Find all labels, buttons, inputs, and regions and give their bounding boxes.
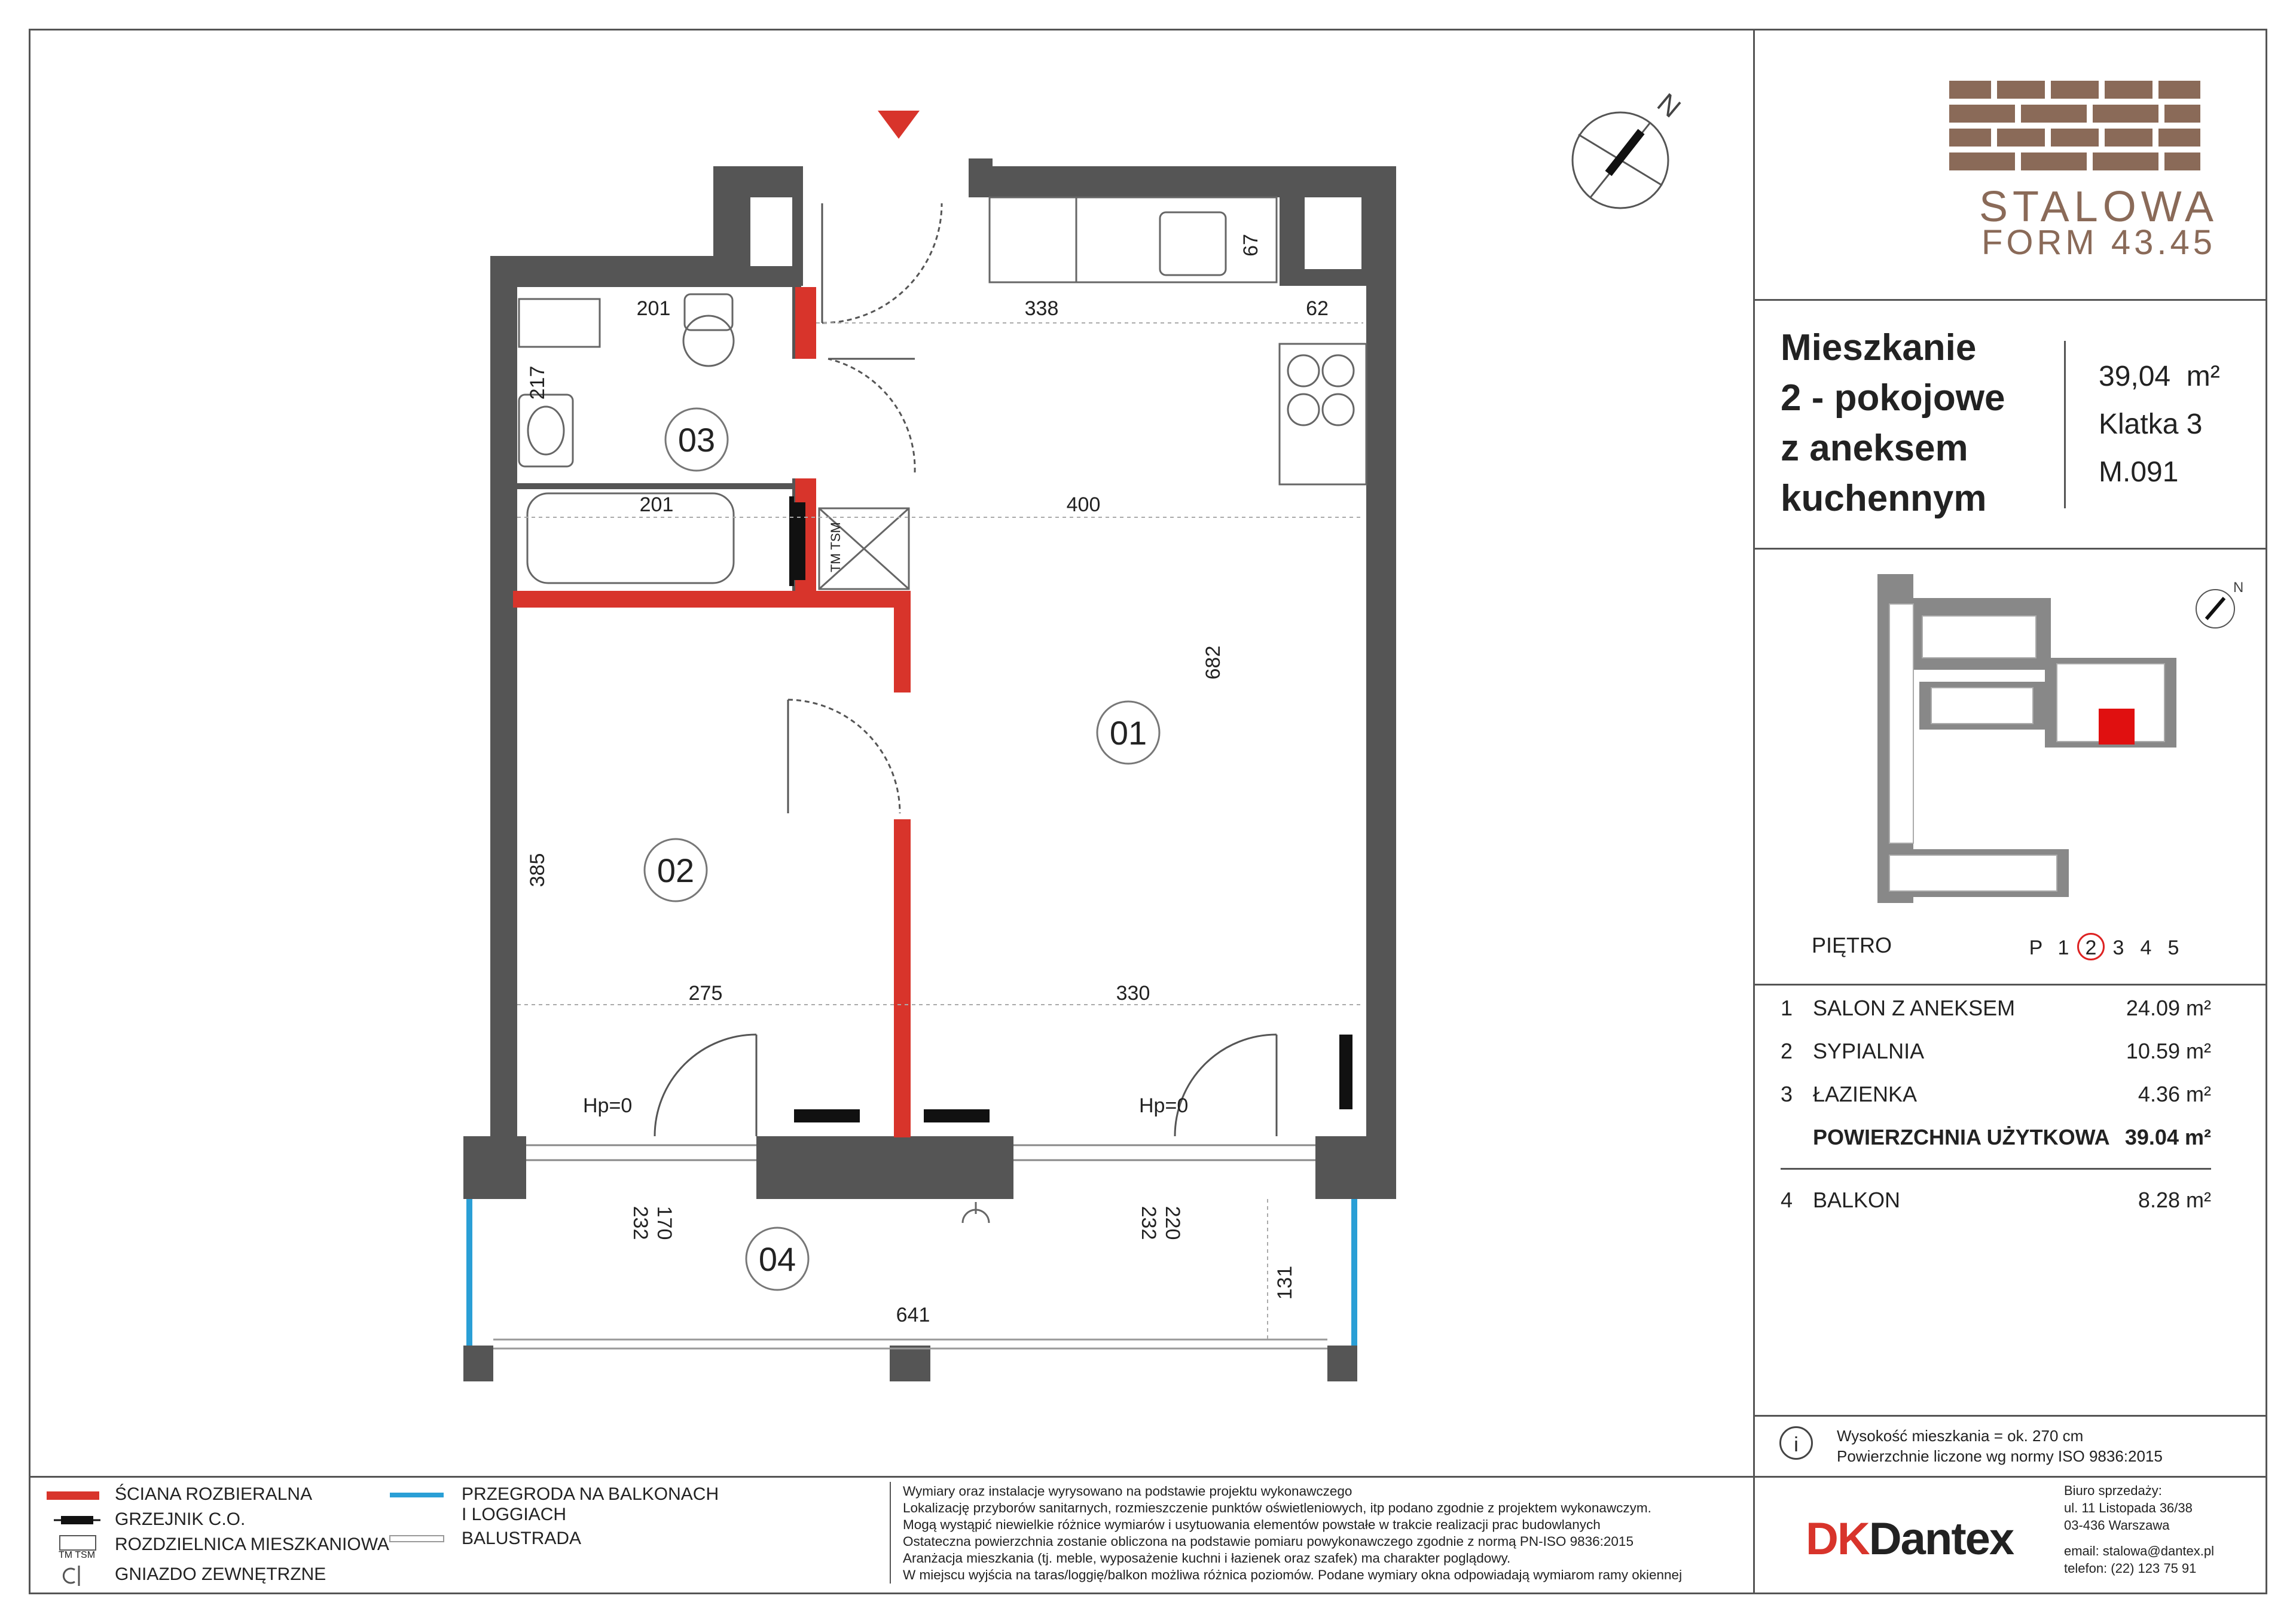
disclaimer: Wymiary oraz instalacje wyrysowano na podstawie projektu wykonawczego Lokalizację przyborów sanitarnych, rozmieszczenie punktów oświetleniowych, itp podano zgodnie z projektem wykonawczym. Mogą wystąpić niewielkie różnice wymiarów i usytuowania elementów powstałe w trakcie realizacji prac budowlanych Ostateczna powierzchnia zostanie obliczona na podstawie pomiaru powykonawczego zgodnie z normą PN-ISO 9836:2015 Aranżacja mieszkania (tj. meble, wyposażenie kuchni i łazienek oraz szafek) ma charakter poglądowy. W miejscu wyjścia na taras/loggię/balkon możliwa różnica poziomów. Podane wymiary okna odpowiadają wymiarom ramy okiennej: [903, 1484, 1683, 1582]
dim-label: 400: [1066, 493, 1101, 516]
floor-level: 1: [2057, 936, 2069, 959]
seller-contact: Biuro sprzedaży: ul. 11 Listopada 36/38 03-436 Warszawa email: stalowa@dantex.pl telefon: (22) 123 75 91: [2064, 1483, 2215, 1576]
dim-label: 67: [1239, 234, 1262, 257]
legend-socket-icon: [63, 1566, 79, 1586]
dim-label: 641: [896, 1304, 930, 1326]
legend-partition-icon: [390, 1493, 444, 1497]
divider: [1755, 984, 2267, 986]
legend-distribution-box-icon: [60, 1536, 96, 1550]
legend-balustrade: BALUSTRADA: [462, 1529, 582, 1548]
north-compass-icon: [1573, 87, 1687, 208]
dim-label: 232: [1137, 1206, 1160, 1240]
floor-selector: [2022, 933, 2187, 960]
brand-logo-icon: [1949, 81, 2200, 170]
floor-level: 5: [2167, 936, 2179, 959]
dim-label: 220: [1161, 1206, 1184, 1240]
dim-label: 62: [1306, 297, 1329, 320]
dim-label: 385: [526, 853, 549, 887]
entrance-marker-icon: [878, 111, 920, 139]
apartment-type: Mieszkanie 2 - pokojowe z aneksem kuchennym: [1781, 327, 2005, 519]
tm-tsm-label: TM TSM: [828, 522, 843, 572]
total-row: POWIERZCHNIA UŻYTKOWA 39.04 m²: [1813, 1125, 2211, 1149]
room-label-04: 04: [758, 1240, 796, 1278]
legend-tm-tsm: TM TSM: [59, 1550, 96, 1560]
dim-label: 170: [653, 1206, 676, 1240]
staircase: Klatka 3: [2099, 408, 2203, 440]
rooms-table: [1781, 996, 2211, 1231]
apartment-area: 39,04: [2099, 361, 2171, 392]
apartment-area-unit: m²: [2186, 361, 2220, 392]
legend-partition: PRZEGRODA NA BALKONACH I LOGGIACH: [462, 1484, 719, 1524]
radiators: [789, 496, 1352, 1122]
dim-label: 232: [629, 1206, 652, 1240]
legend-radiator: GRZEJNIK C.O.: [115, 1509, 246, 1529]
dim-label: 131: [1274, 1265, 1296, 1300]
divider: [29, 1476, 2267, 1478]
developer-logo: DKDantex: [1806, 1514, 2014, 1564]
hp-label-left: Hp=0: [583, 1094, 633, 1117]
floor-level: 4: [2140, 936, 2152, 959]
floor-label: PIĘTRO: [1812, 933, 1892, 957]
interior-walls: [517, 287, 798, 598]
divider: [1755, 1415, 2267, 1417]
dim-label: 201: [636, 297, 671, 320]
room-label-02: 02: [657, 852, 695, 889]
dim-label: 338: [1024, 297, 1059, 320]
key-plan: [1877, 574, 2243, 903]
legend-removable-wall: ŚCIANA ROZBIERALNA: [115, 1484, 313, 1504]
balcony-row: 4 BALKON 8.28 m²: [1781, 1188, 2211, 1212]
dim-label: 201: [639, 493, 674, 516]
key-plan-apartment-marker: [2099, 709, 2135, 745]
divider: [2064, 341, 2066, 508]
seller-email: email: stalowa@dantex.pl: [2064, 1543, 2215, 1558]
doors: [655, 203, 1277, 1136]
dim-label: 682: [1202, 645, 1225, 680]
dim-label: 330: [1116, 982, 1150, 1005]
divider: [1755, 299, 2267, 301]
apartment-info: [2099, 353, 2220, 496]
table-row: 3 ŁAZIENKA 4.36 m²: [1781, 1082, 2211, 1106]
table-row: 1 SALON Z ANEKSEM 24.09 m²: [1781, 996, 2211, 1020]
legend-balustrade-icon: [390, 1536, 444, 1542]
table-row: 2 SYPIALNIA 10.59 m²: [1781, 1039, 2211, 1063]
floor-level: P: [2029, 936, 2043, 959]
legend-outdoor-socket: GNIAZDO ZEWNĘTRZNE: [115, 1564, 326, 1584]
dim-label: 217: [526, 365, 549, 400]
legend-distribution-box: ROZDZIELNICA MIESZKANIOWA: [115, 1534, 389, 1554]
room-label-03: 03: [677, 421, 716, 459]
divider: [890, 1482, 891, 1584]
info-icon: i: [1779, 1426, 1813, 1460]
walls: [463, 158, 1396, 1381]
brand-subtitle: FORM 43.45: [1981, 223, 2216, 262]
notes: Wysokość mieszkania = ok. 270 cm Powierzchnie liczone wg normy ISO 9836:2015: [1837, 1427, 2163, 1465]
divider: [1755, 548, 2267, 550]
north-label: N: [1651, 87, 1687, 124]
legend-removable-wall-icon: [47, 1491, 99, 1500]
room-label-01: 01: [1109, 714, 1147, 752]
hp-label-right: Hp=0: [1139, 1094, 1189, 1117]
seller-phone: telefon: (22) 123 75 91: [2064, 1561, 2197, 1576]
brand-name: STALOWA: [1979, 183, 2219, 231]
unit-id: M.091: [2099, 456, 2179, 488]
floor-level-selected: 2: [2077, 933, 2105, 960]
legend-radiator-icon: [54, 1516, 100, 1524]
floor-level: 3: [2112, 936, 2124, 959]
outdoor-socket-icon: [963, 1202, 989, 1223]
svg-text:N: N: [2233, 579, 2244, 596]
dim-label: 275: [688, 982, 723, 1005]
